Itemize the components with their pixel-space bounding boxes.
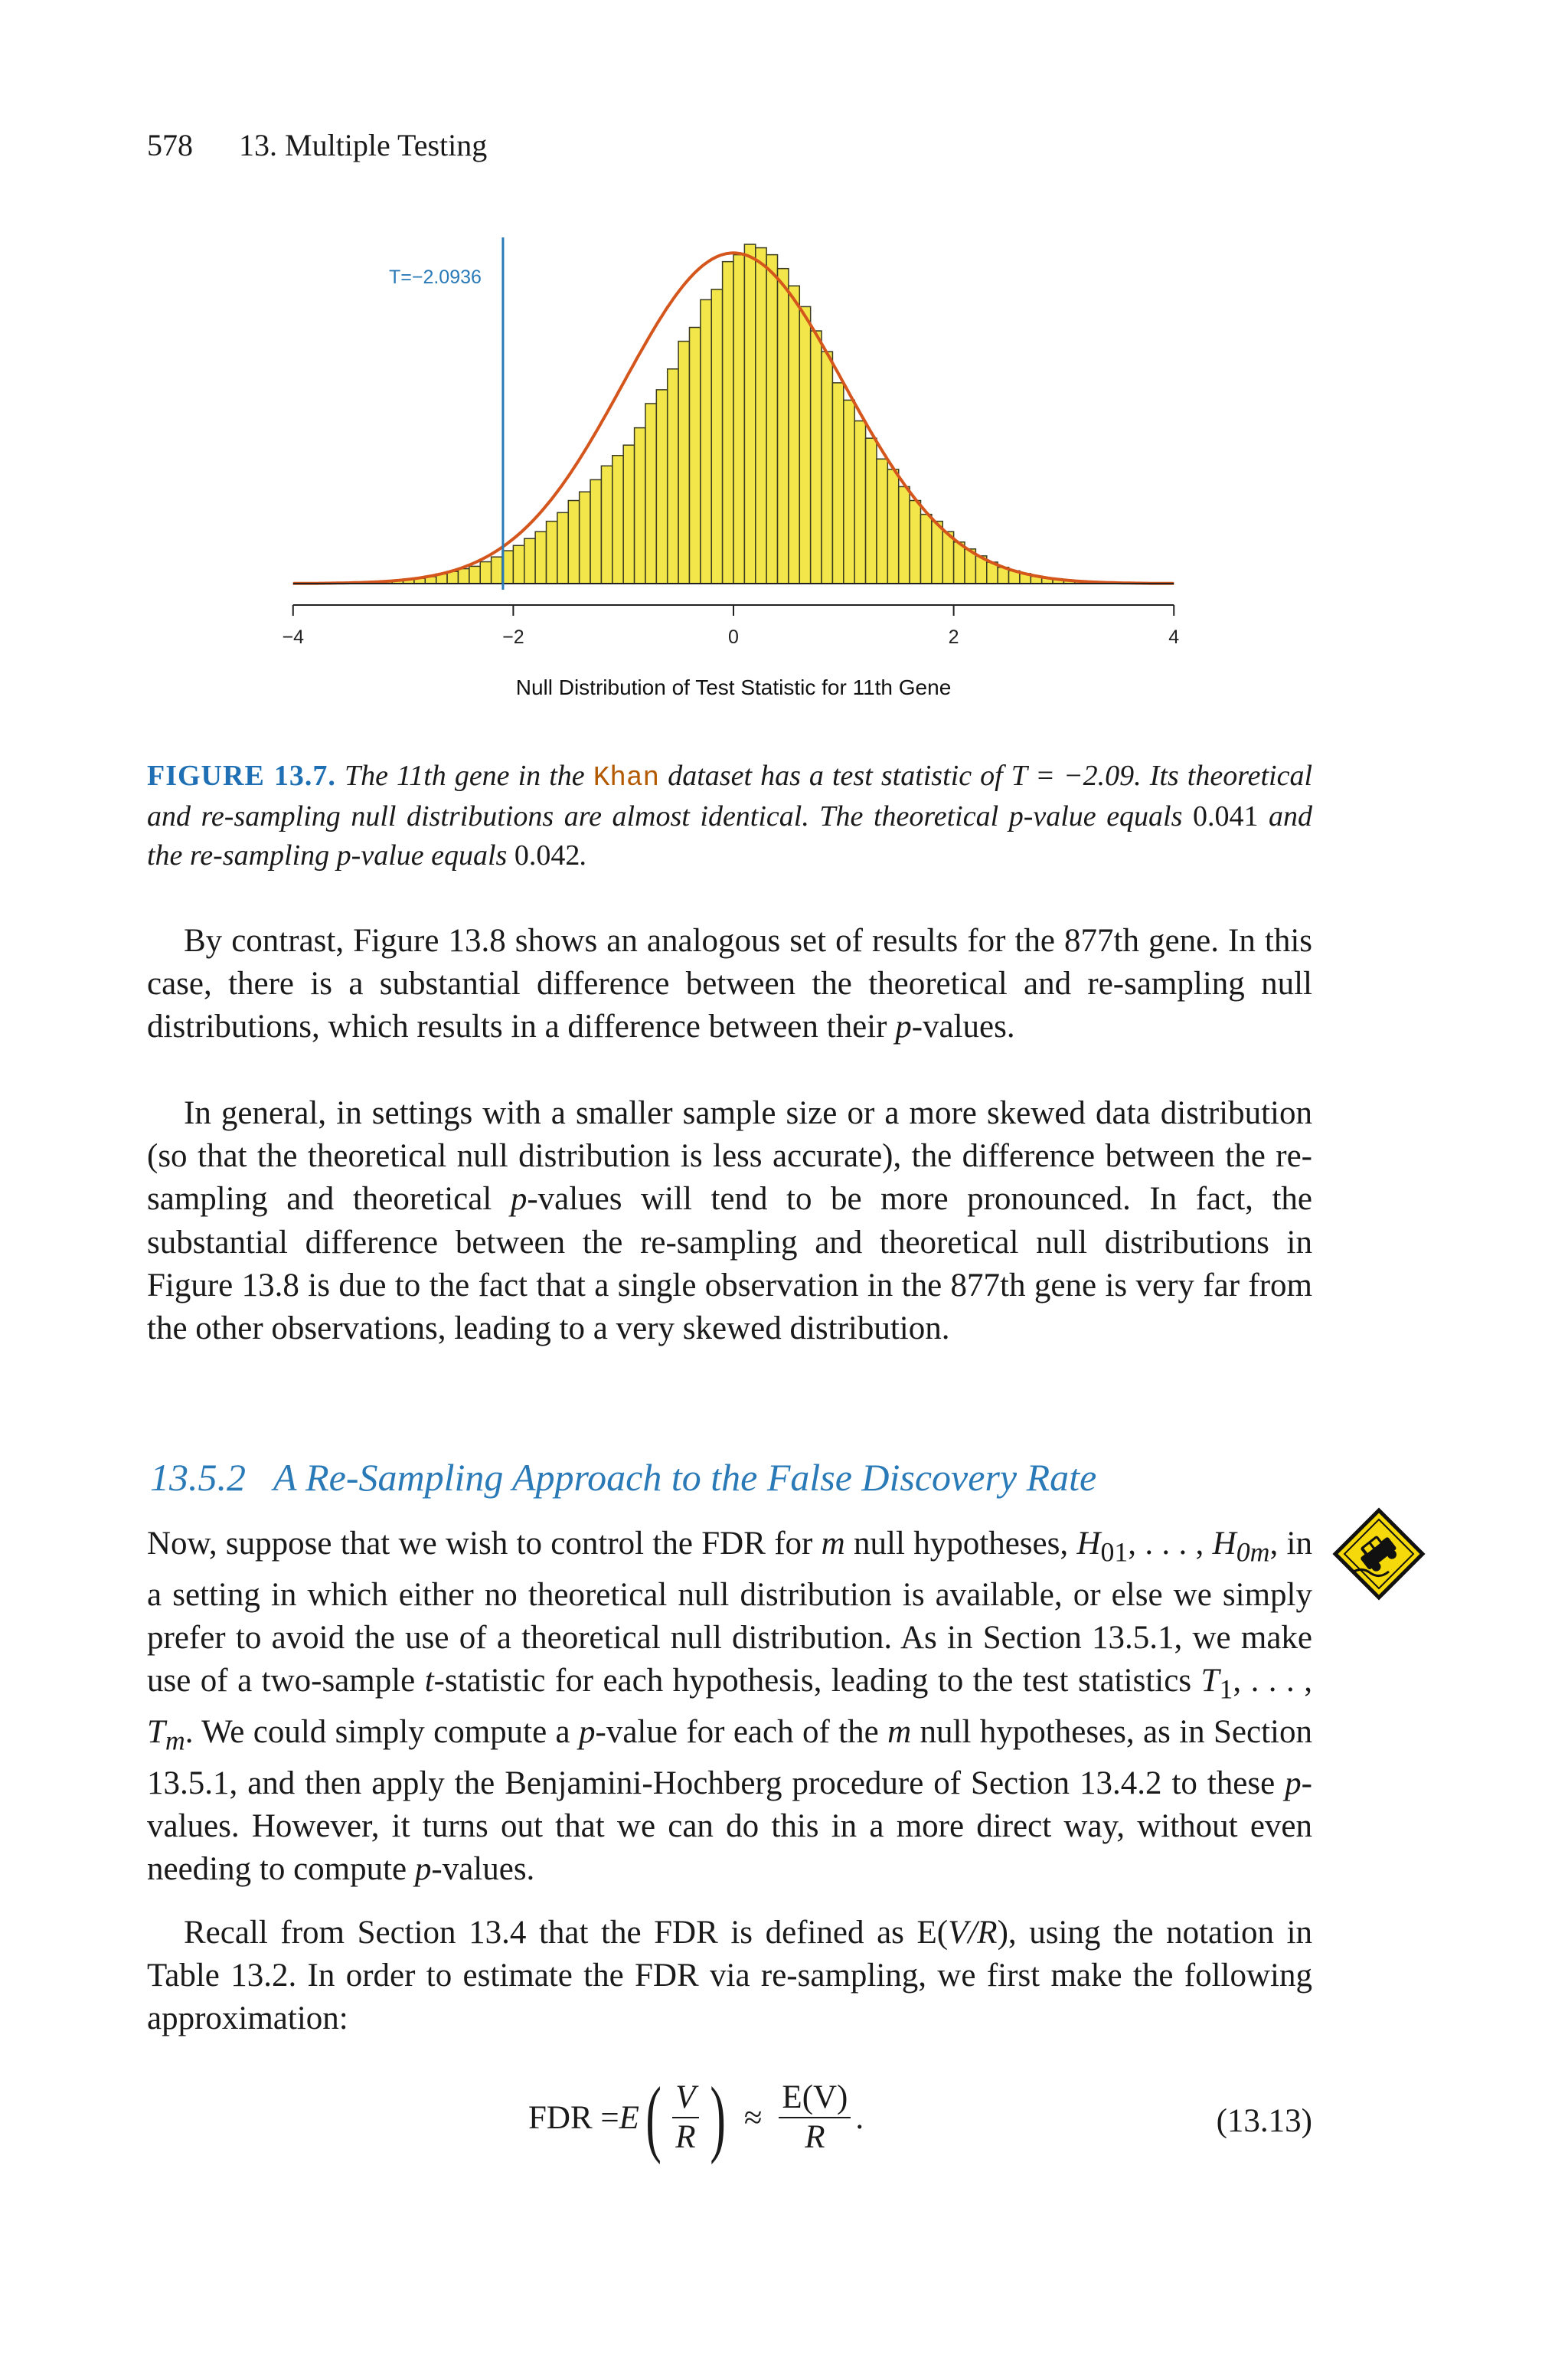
math-p: p xyxy=(414,1851,432,1888)
text-run: -values. However, it turns out that we can do this in a more direct way, without even needing to compute xyxy=(147,1765,1312,1888)
text-run: -value for each of the xyxy=(595,1714,888,1750)
x-tick-label: −4 xyxy=(282,626,305,648)
text-run: null hypotheses, xyxy=(844,1526,1077,1562)
paragraph-4 xyxy=(147,1912,1312,2041)
math-subscript: 01 xyxy=(1100,1536,1129,1568)
histogram-bar xyxy=(480,562,491,584)
histogram-bar xyxy=(932,522,942,584)
fraction-denominator: R xyxy=(805,2119,825,2155)
page-number: 578 xyxy=(147,128,193,162)
histogram-bar xyxy=(744,244,755,584)
text-run: -values will tend to be more pronounced. In fact, the substantial difference between the re-sampling and theoretical null distributions in Figure 13.8 is due to the fact that a single observation in the 877th gene is very far from the other observations, leading to a very skewed distribution. xyxy=(147,1181,1312,1347)
text-run: -values. xyxy=(431,1851,535,1888)
chapter-title: 13. Multiple Testing xyxy=(239,128,488,162)
histogram-bar xyxy=(513,545,524,584)
histogram-bar xyxy=(723,262,733,584)
section-title: A Re-Sampling Approach to the False Discovery Rate xyxy=(273,1456,1097,1499)
caption-segment: -value equals xyxy=(1023,800,1193,832)
caption-segment: p xyxy=(336,839,351,872)
math-p: p xyxy=(579,1714,596,1750)
fraction-ev-over-r xyxy=(779,2079,851,2157)
histogram-bar xyxy=(711,289,722,584)
caption-segment: p xyxy=(1008,800,1024,832)
histogram-bar xyxy=(656,390,667,584)
caption-segment: The 11th xyxy=(344,760,446,792)
text-run: , in a setting in which either no theoretical null distribution is available, or else we simply prefer to avoid the use of a theoretical null distribution. As in Section 13.5.1, we make use of a two-sample xyxy=(147,1526,1312,1699)
histogram-bar xyxy=(910,501,920,584)
section-heading xyxy=(150,1455,1096,1500)
figure-13-7 xyxy=(260,222,1210,712)
math-subscript: m xyxy=(165,1725,185,1756)
text-run: Now, suppose that we wish to control the FDR for xyxy=(147,1526,822,1562)
equation-body xyxy=(528,2068,864,2167)
histogram-bar xyxy=(668,369,678,584)
paragraph-2 xyxy=(147,1092,1312,1350)
histogram-bar xyxy=(811,331,822,584)
histogram-bar xyxy=(832,383,843,584)
fraction-numerator: V xyxy=(672,2079,698,2118)
expectation-symbol: E xyxy=(619,2099,639,2136)
histogram-bar xyxy=(877,459,887,584)
histogram-bar xyxy=(866,438,877,584)
histogram-bars xyxy=(348,244,1130,584)
text-run: Recall from Section 13.4 that the FDR is defined as E( xyxy=(184,1915,949,1951)
figure-caption xyxy=(147,757,1312,875)
figure-label: FIGURE 13.7. xyxy=(147,760,336,792)
right-paren: ) xyxy=(709,2070,726,2165)
histogram-bar xyxy=(756,248,766,584)
histogram-bar xyxy=(535,532,546,584)
paragraph-1 xyxy=(147,920,1312,1049)
left-paren: ( xyxy=(645,2070,662,2165)
histogram-bar xyxy=(887,469,898,584)
histogram-chart xyxy=(260,222,1210,712)
histogram-bar xyxy=(844,400,854,584)
histogram-bar xyxy=(492,557,502,584)
histogram-bar xyxy=(733,255,744,584)
math-p: p xyxy=(895,1009,912,1045)
equation-number: (13.13) xyxy=(1216,2103,1312,2139)
text-run: , . . . , xyxy=(1233,1663,1312,1699)
fraction-numerator: E(V) xyxy=(779,2079,851,2118)
histogram-bar xyxy=(822,352,832,584)
histogram-bar xyxy=(568,501,579,584)
running-header xyxy=(147,127,487,163)
histogram-bar xyxy=(778,269,789,584)
caption-value: 0.042 xyxy=(514,839,580,872)
math-t: t xyxy=(424,1663,434,1699)
histogram-bar xyxy=(623,445,634,584)
histogram-bar xyxy=(799,306,810,584)
x-axis xyxy=(283,605,1180,648)
math-m: m xyxy=(821,1526,845,1562)
x-tick-label: 4 xyxy=(1168,626,1180,648)
test-statistic-label: T=−2.0936 xyxy=(388,267,482,288)
math-p: p xyxy=(510,1181,528,1218)
histogram-bar xyxy=(766,255,777,584)
math-m: m xyxy=(887,1714,912,1750)
text-run: -statistic for each hypothesis, leading to the test statistics xyxy=(433,1663,1201,1699)
approx-symbol: ≈ xyxy=(743,2099,763,2136)
code-khan: Khan xyxy=(593,762,660,793)
histogram-bar xyxy=(645,404,656,584)
text-run: By contrast, Figure 13.8 shows an analogous set of results for the 877th gene. In this case, there is a substantial difference between the theoretical and re-sampling null distributions, which results in a difference between their xyxy=(147,923,1312,1045)
equation-lhs: FDR = xyxy=(528,2099,619,2136)
histogram-bar xyxy=(590,479,601,584)
caption-segment: gene in the xyxy=(446,760,593,792)
text-run: In general, in settings with a smaller sample size or a more skewed data distribution (so that the theoretical null distribution is less accurate), the difference between the re-sampling and theoretical xyxy=(147,1095,1312,1218)
x-tick-label: 2 xyxy=(948,626,959,648)
fraction-denominator: R xyxy=(675,2119,696,2155)
histogram-bar xyxy=(580,492,590,584)
section-number: 13.5.2 xyxy=(150,1456,246,1499)
x-tick-label: 0 xyxy=(728,626,739,648)
caption-segment: dataset has a test statistic of xyxy=(659,760,1011,792)
caution-road-sign-icon xyxy=(1332,1507,1426,1601)
histogram-bar xyxy=(854,421,865,584)
math-p: p xyxy=(1285,1765,1302,1801)
histogram-bar xyxy=(920,515,931,584)
text-run: , . . . , xyxy=(1128,1526,1213,1562)
math-v-over-r: V/R xyxy=(948,1915,998,1951)
caption-value: 0.041 xyxy=(1192,800,1259,832)
caption-segment: -value equals xyxy=(351,839,514,872)
text-run: ), using the notation in Table 13.2. In order to estimate the FDR via re-sampling, we first make the following approximation: xyxy=(147,1915,1313,2037)
text-run: -values. xyxy=(911,1009,1015,1045)
histogram-bar xyxy=(469,566,480,584)
histogram-bar xyxy=(899,486,910,584)
math-h: H xyxy=(1076,1526,1101,1562)
histogram-bar xyxy=(547,522,557,584)
caption-stat: T = −2.09 xyxy=(1011,760,1135,792)
x-axis-title: Null Distribution of Test Statistic for 11th Gene xyxy=(515,675,952,699)
histogram-bar xyxy=(635,428,645,584)
histogram-bar xyxy=(689,328,700,584)
fraction-v-over-r xyxy=(672,2079,698,2157)
histogram-bar xyxy=(789,286,799,584)
x-tick-label: −2 xyxy=(502,626,524,648)
math-subscript: 0m xyxy=(1236,1536,1270,1568)
caption-segment: . Its theoretical and re-sampling null distributions are almost identical. The theoretical xyxy=(147,760,1313,832)
histogram-bar xyxy=(557,512,568,584)
equation-period: . xyxy=(855,2099,864,2136)
histogram-bar xyxy=(524,538,535,584)
histogram-bar xyxy=(701,299,711,584)
histogram-bar xyxy=(678,342,689,584)
math-subscript: 1 xyxy=(1219,1673,1233,1705)
equation-13-13 xyxy=(0,2068,1568,2167)
ordinal-suffix: th xyxy=(423,760,446,792)
histogram-bar xyxy=(601,466,612,584)
math-h: H xyxy=(1212,1526,1236,1562)
text-run: . We could simply compute a xyxy=(185,1714,580,1750)
math-T: T xyxy=(147,1714,165,1750)
paragraph-3 xyxy=(147,1523,1312,1891)
caption-segment: and the re-sampling xyxy=(147,800,1312,872)
text-run: null hypotheses, as in Section 13.5.1, and then apply the Benjamini-Hochberg procedure of Section 13.4.2 to these xyxy=(147,1714,1312,1801)
histogram-bar xyxy=(458,569,469,584)
histogram-bar xyxy=(954,542,965,584)
math-T: T xyxy=(1200,1663,1220,1699)
histogram-bar xyxy=(612,456,623,584)
caption-segment: . xyxy=(580,839,587,872)
